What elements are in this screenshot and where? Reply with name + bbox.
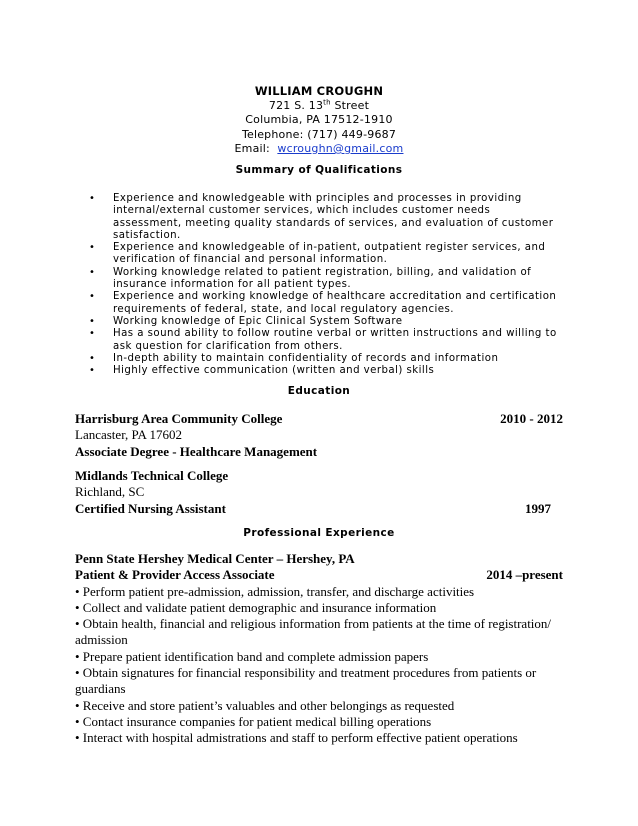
phone-line: Telephone: (717) 449-9687	[241, 127, 397, 141]
school-name: Midlands Technical College	[75, 468, 229, 483]
bullet-icon: •	[89, 365, 96, 377]
duty-line: • Obtain health, financial and religious information from patients at the time of registration/	[75, 616, 552, 632]
list-item: • Working knowledge related to patient registration, billing, and validation of insurance information for all patient types.	[89, 266, 532, 291]
school-location: Richland, SC	[75, 484, 145, 500]
bullet-icon: •	[89, 266, 96, 278]
list-item: • Highly effective communication (written and verbal) skills	[89, 365, 435, 377]
email-line	[0, 142, 638, 157]
bullet-icon: •	[89, 315, 96, 327]
credential: Certified Nursing Assistant	[75, 500, 226, 516]
employer-name: Penn State Hershey Medical Center – Hershey, PA	[75, 551, 355, 566]
duty-line: • Perform patient pre-admission, admission, transfer, and discharge activities	[75, 583, 475, 599]
duty-line: admission	[75, 632, 128, 648]
duty-line: • Interact with hospital admistrations and staff to perform effective patient operations	[75, 730, 518, 746]
list-item: • Experience and knowledgeable with principles and processes in providing internal/external customer services, which includes customer needs assessment, meeting quality standards of services, and evaluation of customer satisfaction.	[89, 193, 554, 241]
candidate-name: WILLIAM CROUGHN	[254, 84, 384, 98]
city-line: Columbia, PA 17512-1910	[245, 113, 393, 126]
list-item: • Working knowledge of Epic Clinical System Software	[89, 315, 403, 327]
duty-line: • Contact insurance companies for patient medical billing operations	[75, 713, 432, 729]
experience-title: Professional Experience	[243, 527, 395, 539]
duty-line: • Prepare patient identification band and complete admission papers	[75, 648, 429, 664]
school-location: Lancaster, PA 17602	[75, 427, 182, 443]
bullet-icon: •	[89, 291, 96, 303]
school-name: Harrisburg Area Community College	[75, 411, 283, 426]
duty-line: • Receive and store patient’s valuables and other belongings as requested	[75, 697, 455, 713]
contact-header	[0, 84, 638, 157]
list-item: • Has a sound ability to follow routine verbal or written instructions and willing to ask question for clarification from others.	[89, 328, 557, 352]
qualifications-list	[89, 193, 559, 377]
summary-title: Summary of Qualifications	[235, 164, 403, 176]
bullet-icon: •	[89, 193, 96, 204]
education-entry-1	[75, 411, 563, 460]
bullet-icon: •	[89, 352, 96, 364]
position-title: Patient & Provider Access Associate	[75, 567, 275, 583]
email-link[interactable]: wcroughn@gmail.com	[277, 142, 404, 155]
education-dates: 1997	[525, 500, 551, 516]
list-item: • Experience and knowledgeable of in-patient, outpatient register services, and verification of financial and personal information.	[89, 242, 546, 266]
bullet-icon: •	[89, 242, 96, 254]
bullet-icon: •	[89, 328, 96, 340]
education-title: Education	[287, 385, 351, 397]
duty-line: • Obtain signatures for financial responsibility and treatment procedures from patients or	[75, 665, 537, 681]
credential: Associate Degree - Healthcare Management	[75, 443, 318, 459]
experience-entry	[75, 551, 563, 747]
email-label: Email:	[234, 142, 270, 155]
duty-line: guardians	[75, 681, 126, 697]
duty-line: • Collect and validate patient demographic and insurance information	[75, 599, 437, 615]
education-dates: 2010 - 2012	[500, 411, 563, 426]
experience-dates: 2014 –present	[486, 567, 563, 583]
list-item: • Experience and working knowledge of healthcare accreditation and certification requirements of federal, state, and local regulatory agencies.	[89, 291, 557, 315]
education-entry-2	[75, 468, 563, 517]
street-address: 721 S. 13th Street	[268, 97, 370, 112]
list-item: • In-depth ability to maintain confidentiality of records and information	[89, 352, 499, 364]
